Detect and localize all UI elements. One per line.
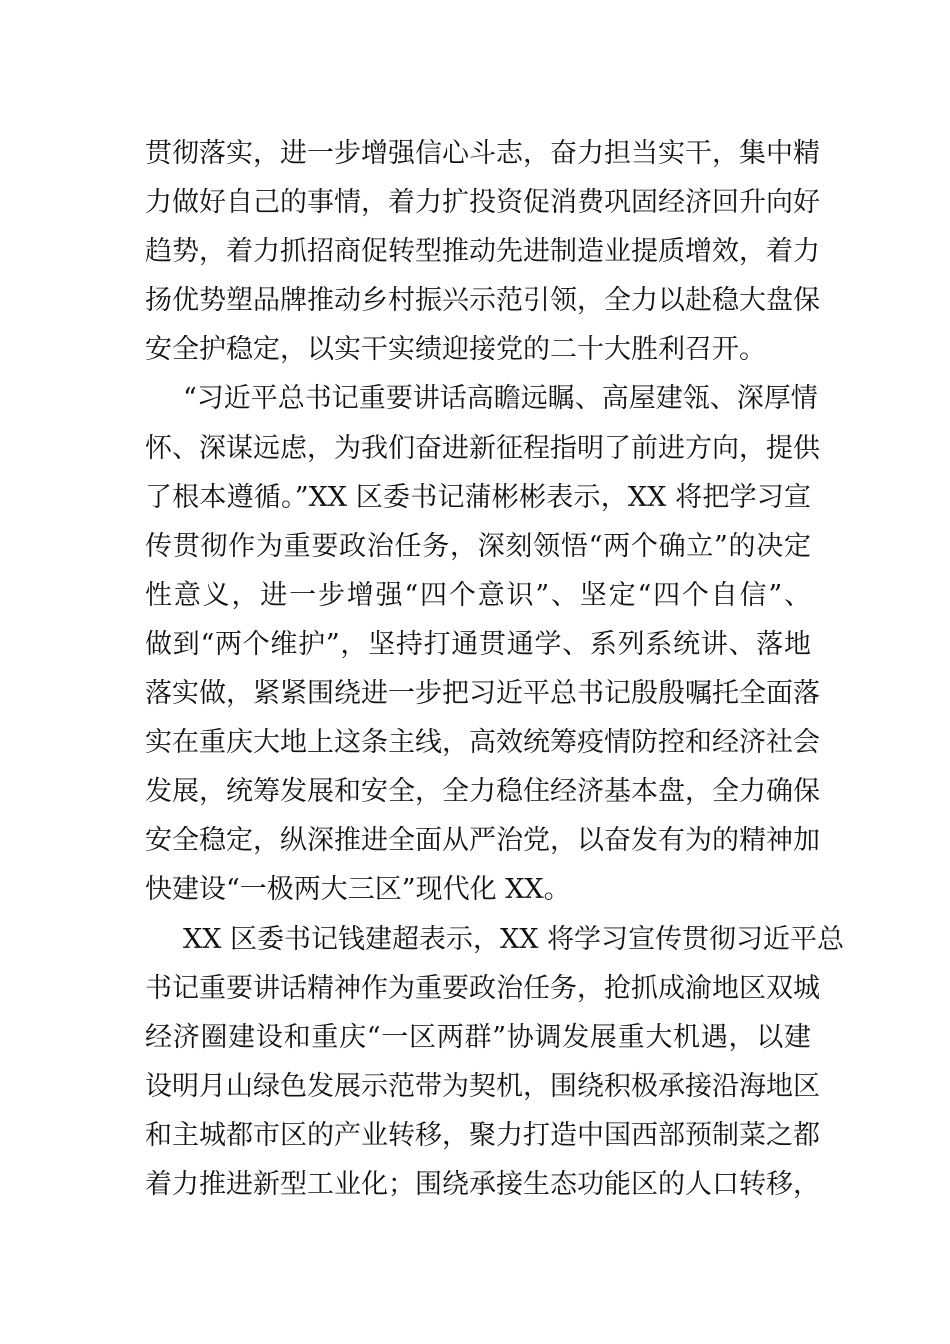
- paragraph-line: 着力推进新型工业化；围绕承接生态功能区的人口转移，: [145, 1168, 820, 1200]
- paragraph-1: [145, 129, 820, 374]
- paragraph-line: 了根本遵循。”XX 区委书记蒲彬彬表示，XX 将把学习宣: [145, 481, 811, 513]
- paragraph-line: 安全稳定，纵深推进全面从严治党，以奋发有为的精神加: [145, 825, 820, 857]
- paragraph-line: 落实做，紧紧围绕进一步把习近平总书记殷殷嘱托全面落: [145, 678, 820, 710]
- paragraph-line: 实在重庆大地上这条主线，高效统筹疫情防控和经济社会: [145, 727, 820, 759]
- paragraph-line: XX 区委书记钱建超表示，XX 将学习宣传贯彻习近平总: [183, 923, 845, 955]
- paragraph-line: 怀、深谋远虑，为我们奋进新征程指明了前进方向，提供: [145, 432, 820, 464]
- document-body: [145, 129, 845, 1209]
- paragraph-line: 和主城都市区的产业转移，聚力打造中国西部预制菜之都: [145, 1119, 820, 1151]
- paragraph-line: 做到“两个维护”，坚持打通贯通学、系列系统讲、落地: [145, 628, 811, 660]
- paragraph-line: 扬优势塑品牌推动乡村振兴示范引领，全力以赴稳大盘保: [145, 285, 820, 317]
- paragraph-3: [145, 915, 845, 1210]
- paragraph-line: 贯彻落实，进一步增强信心斗志，奋力担当实干，集中精: [145, 138, 820, 169]
- paragraph-line: 安全护稳定，以实干实绩迎接党的二十大胜利召开。: [145, 334, 766, 366]
- paragraph-line: 快建设“一极两大三区”现代化 XX。: [145, 874, 571, 906]
- paragraph-line: 发展，统筹发展和安全，全力稳住经济基本盘，全力确保: [145, 776, 820, 808]
- paragraph-2: [145, 374, 820, 914]
- paragraph-line: 设明月山绿色发展示范带为契机，围绕积极承接沿海地区: [145, 1070, 820, 1102]
- paragraph-line: 性意义，进一步增强“四个意识”、坚定“四个自信”、: [145, 579, 811, 611]
- paragraph-line: 趋势，着力抓招商促转型推动先进制造业提质增效，着力: [145, 236, 820, 268]
- paragraph-line: 力做好自己的事情，着力扩投资促消费巩固经济回升向好: [145, 187, 820, 219]
- paragraph-line: 经济圈建设和重庆“一区两群”协调发展重大机遇，以建: [145, 1021, 811, 1053]
- paragraph-line: 书记重要讲话精神作为重要政治任务，抢抓成渝地区双城: [145, 972, 820, 1004]
- paragraph-line: 传贯彻作为重要政治任务，深刻领悟“两个确立”的决定: [145, 530, 811, 562]
- paragraph-line: “习近平总书记重要讲话高瞻远瞩、高屋建瓴、深厚情: [183, 383, 818, 415]
